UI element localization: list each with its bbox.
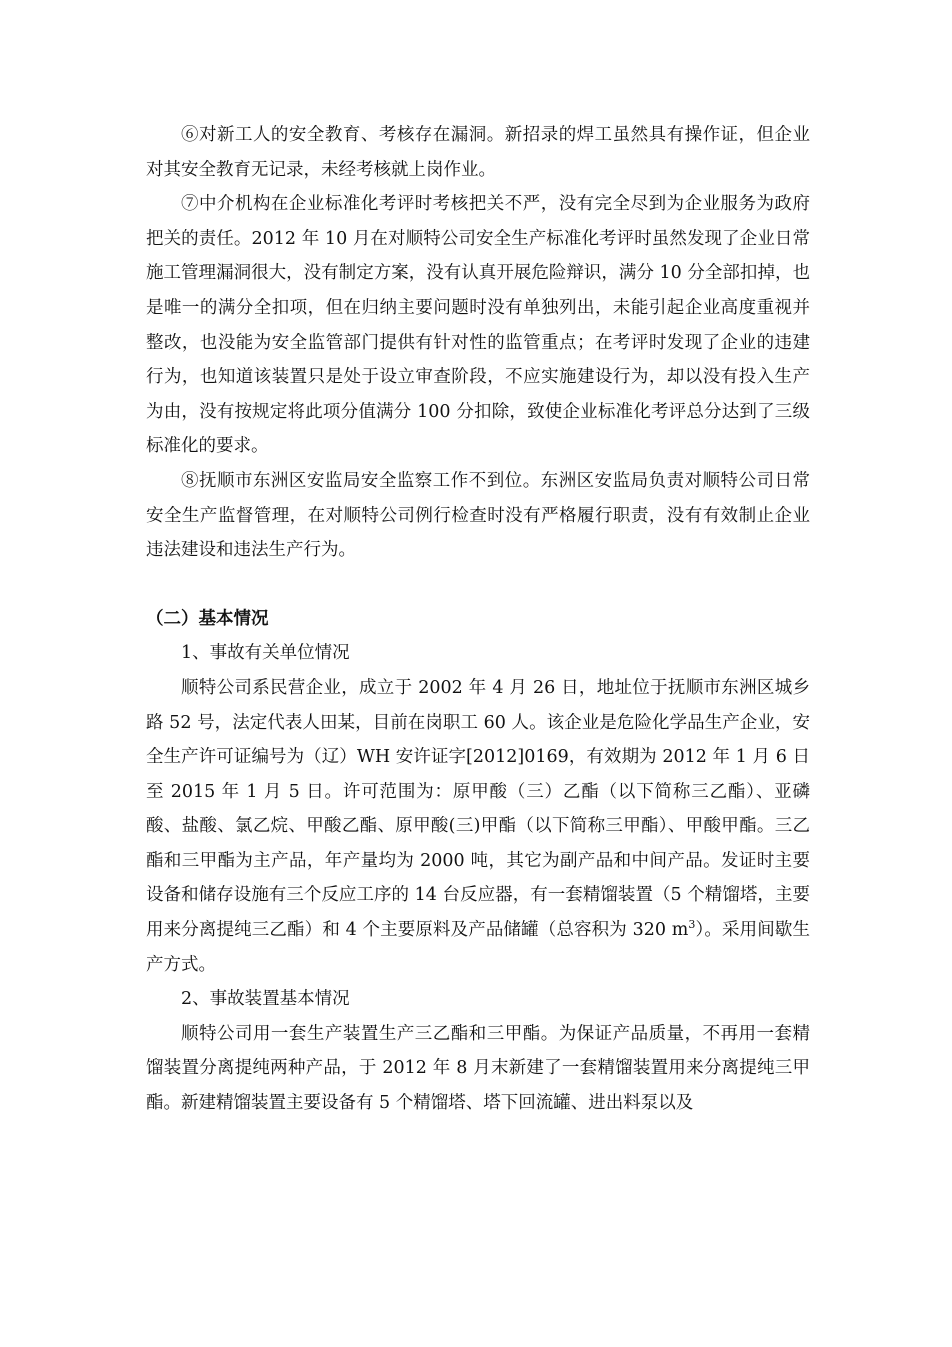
paragraph-item-7: ⑦中介机构在企业标准化考评时考核把关不严，没有完全尽到为企业服务为政府把关的责任。2012 年 10 月在对顺特公司安全生产标准化考评时虽然发现了企业日常施工管理漏洞很大，没有制定方案，没有认真开展危险辩识，满分 10 分全部扣掉，也是唯一的满分全扣项，但在归纳主要问题时没有单独列出，未能引起企业高度重视并整改，也没能为安全监管部门提供有针对性的监管重点；在考评时发现了企业的违建行为，也知道该装置只是处于设立审查阶段，不应实施建设行为，却以没有投入生产为由，没有按规定将此项分值满分 100 分扣除，致使企业标准化考评总分达到了三级标准化的要求。 — [146, 194, 810, 457]
company-info-text: 顺特公司系民营企业，成立于 2002 年 4 月 26 日，地址位于抚顺市东洲区城乡路 52 号，法定代表人田某，目前在岗职工 60 人。该企业是危险化学品生产企业，安全生产许可证编号为（辽）WH 安许证字[2012]0169，有效期为 2012 年 1 月 6 日至 2015 年 1 月 5 日。许可范围为：原甲酸（三）乙酯（以下简称三乙酯）、亚磷酸、盐酸、氯乙烷、甲酸乙酯、原甲酸(三)甲酯（以下简称三甲酯）、甲酸甲酯。三乙酯和三甲酯为主产品，年产量均为 2000 吨，其它为副产品和中间产品。发证时主要设备和储存设施有三个反应工序的 14 台反应器，有一套精馏装置（5 个精馏塔，主要用来分离提纯三乙酯）和 4 个主要原料及产品储罐（总容积为 320 m — [146, 677, 810, 941]
company-info-tail: ）。采用间歇生产方式。 — [146, 920, 810, 975]
section-spacer — [146, 568, 810, 602]
section-heading: （二）基本情况 — [146, 608, 269, 629]
subheading-device: 2、事故装置基本情况 — [181, 989, 350, 1010]
paragraph-item-6: ⑥对新工人的安全教育、考核存在漏洞。新招录的焊工虽然具有操作证，但企业对其安全教育无记录，未经考核就上岗作业。 — [146, 125, 810, 180]
paragraph-company-info — [146, 671, 810, 982]
subheading-company: 1、事故有关单位情况 — [181, 643, 350, 664]
paragraph-device-info: 顺特公司用一套生产装置生产三乙酯和三甲酯。为保证产品质量，不再用一套精馏装置分离提纯两种产品，于 2012 年 8 月末新建了一套精馏装置用来分离提纯三甲酯。新建精馏装置主要设备有 5 个精馏塔、塔下回流罐、进出料泵以及 — [146, 1023, 810, 1114]
superscript-exponent: 3 — [688, 918, 696, 932]
paragraph-item-8: ⑧抚顺市东洲区安监局安全监察工作不到位。东洲区安监局负责对顺特公司日常安全生产监督管理，在对顺特公司例行检查时没有严格履行职责，没有有效制止企业违法建设和违法生产行为。 — [146, 470, 810, 561]
document-body — [146, 118, 810, 1121]
